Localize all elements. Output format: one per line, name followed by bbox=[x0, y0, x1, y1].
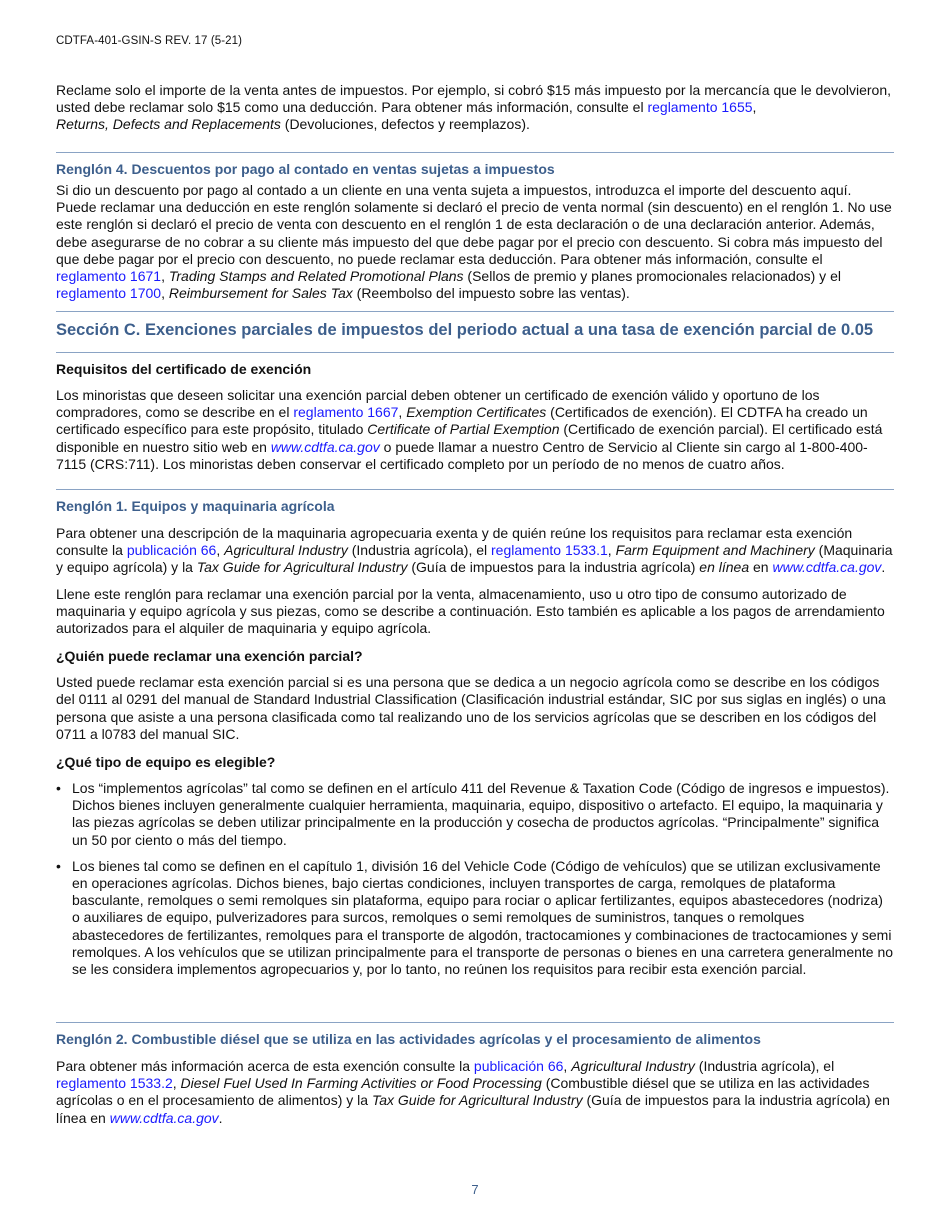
list-item-text: Los “implementos agrícolas” tal como se definen en el artículo 411 del Revenue & Taxation Code (Código de ingresos e impuestos). Dichos bienes incluyen generalmente cualquier herramienta, maquinaria, equipo, dispositivo o artefacto. El equipo, la maquinaria y las piezas agrícolas se deben utilizar principalmente en la producción y cosecha de productos agrícolas. “Principalmente” significa un 50 por ciento o más del tiempo. bbox=[72, 780, 890, 848]
line2-text: . bbox=[218, 1109, 223, 1126]
bullet: • bbox=[56, 780, 61, 797]
line1-italic: Farm Equipment and Machinery bbox=[615, 542, 815, 559]
link-reglamento-1667[interactable]: reglamento 1667 bbox=[293, 404, 399, 421]
line2-text: , bbox=[172, 1075, 181, 1092]
cert-italic: Exemption Certificates bbox=[406, 404, 547, 421]
line1-text: (Guía de impuestos para la industria agrícola) bbox=[407, 559, 700, 576]
link-cdtfa-website-text: www.cdtfa.ca.gov bbox=[772, 559, 882, 576]
cert-heading: Requisitos del certificado de exención bbox=[56, 361, 312, 377]
list-item-text: Los bienes tal como se definen en el capítulo 1, división 16 del Vehicle Code (Código de vehículos) que se utilizan exclusivamente en operaciones agrícolas. Dichos bienes, bajo ciertas condiciones, incluyen transportes de carga, remolques de plataforma basculante, remolques o semi remolques sin plataforma, equipo para rociar o aplicar fertilizantes, equipos abastecedores (nodriza) o auxiliares de equipo, pulverizadores para surcos, remolques o semi remolques de suministros, tanques o remolques abastecedores de fertilizantes, remolques para el transporte de algodón, tractocamiones y combinaciones de tractocamiones y semi remolques. A los vehículos que se utilizan principalmente para el transporte de personas o bienes en una carretera generalmente no se les considera implementos agropecuarios y, por lo tanto, no reúnen los requisitos para recibir esta exención parcial. bbox=[72, 857, 894, 978]
line1-italic: Agricultural Industry bbox=[224, 542, 348, 559]
line1-text: Para obtener una descripción de la maquinaria agropecuaria exenta y de quién reúne los requisitos para reclamar esta exención consulte la bbox=[56, 525, 853, 559]
link-publicacion-66[interactable]: publicación 66 bbox=[473, 1058, 564, 1074]
divider bbox=[56, 152, 894, 153]
intro-italic: Returns, Defects and Replacements bbox=[56, 116, 281, 133]
line1-text: , bbox=[607, 542, 616, 559]
divider bbox=[56, 1022, 894, 1023]
line2-text: (Combustible diésel que se utiliza en las actividades agrícolas o en el procesamiento de alimentos) y la bbox=[56, 1075, 870, 1109]
divider bbox=[56, 489, 894, 490]
cert-text: (Certificados de exención). El CDTFA ha creado un certificado específico para este propósito, titulado bbox=[56, 404, 868, 438]
bullet: • bbox=[56, 857, 61, 874]
line2-text: , bbox=[563, 1058, 572, 1074]
eligible-equipment-list bbox=[56, 780, 894, 978]
line1-section bbox=[56, 498, 894, 978]
line1-paragraph: Llene este renglón para reclamar una exención parcial por la venta, almacenamiento, uso u otro tipo de consumo autorizado de maquinaria y equipo agrícola y sus piezas, como se describe a continuación. Esto también es aplicable a los pagos de arrendamiento autorizados para el alquiler de maquinaria y equipo agrícola. bbox=[56, 585, 885, 637]
line1-heading: Renglón 1. Equipos y maquinaria agrícola bbox=[56, 498, 335, 514]
line4-text: , bbox=[161, 268, 169, 285]
link-cdtfa-website[interactable] bbox=[772, 559, 881, 575]
cert-section bbox=[56, 361, 894, 473]
cert-text: (Certificado de exención parcial). El certificado está disponible en nuestro sitio web en bbox=[56, 421, 883, 455]
line2-text: Para obtener más información acerca de esta exención consulte la bbox=[56, 1058, 474, 1074]
cert-italic: Certificate of Partial Exemption bbox=[367, 421, 560, 438]
link-reglamento-1655[interactable]: reglamento 1655 bbox=[647, 99, 753, 116]
link-reglamento-1671[interactable]: reglamento 1671 bbox=[56, 268, 162, 285]
link-reglamento-1700[interactable]: reglamento 1700 bbox=[56, 285, 162, 302]
line4-text: , bbox=[161, 285, 169, 302]
link-cdtfa-website[interactable] bbox=[271, 439, 380, 455]
line2-section bbox=[56, 1031, 894, 1127]
cert-text: , bbox=[398, 404, 407, 421]
form-id: CDTFA-401-GSIN-S REV. 17 (5-21) bbox=[56, 35, 243, 47]
who-can-claim-heading: ¿Quién puede reclamar una exención parcial? bbox=[56, 648, 363, 665]
link-cdtfa-website-text: www.cdtfa.ca.gov bbox=[109, 1109, 219, 1126]
line1-italic: Tax Guide for Agricultural Industry bbox=[196, 559, 408, 576]
line4-italic: Trading Stamps and Related Promotional Plans bbox=[168, 268, 464, 285]
line1-text: (Industria agrícola), el bbox=[347, 542, 492, 559]
intro-paragraph bbox=[56, 82, 894, 134]
page-number: 7 bbox=[471, 1182, 479, 1197]
list-item bbox=[56, 858, 894, 978]
line1-italic: en línea bbox=[699, 559, 750, 576]
line4-heading: Renglón 4. Descuentos por pago al contado en ventas sujetas a impuestos bbox=[56, 161, 555, 177]
line1-paragraph: Usted puede reclamar esta exención parcial si es una persona que se dedica a un negocio agrícola como se describe en los códigos del 0111 al 0291 del manual de Standard Industrial Classification (Clasificación industrial estándar, SIC por sus siglas en inglés) o una persona que asiste a una persona clasificada como tal realizando uno de los servicios agrícolas que se describen en los códigos del 0711 a l0783 del manual SIC. bbox=[56, 674, 886, 742]
intro-text: Reclame solo el importe de la venta antes de impuestos. Por ejemplo, si cobró $15 más impuesto por la mercancía que le devolvieron, usted debe reclamar solo $15 como una deducción. Para obtener más información, consulte el bbox=[56, 82, 891, 116]
section-c bbox=[56, 320, 894, 340]
line2-heading: Renglón 2. Combustible diésel que se utiliza en las actividades agrícolas y el procesamiento de alimentos bbox=[56, 1031, 761, 1047]
line2-italic: Diesel Fuel Used In Farming Activities or Food Processing bbox=[180, 1075, 542, 1092]
eligible-equipment-heading: ¿Qué tipo de equipo es elegible? bbox=[56, 754, 276, 771]
divider bbox=[56, 352, 894, 353]
line4-italic: Reimbursement for Sales Tax bbox=[168, 285, 353, 302]
line1-text: en bbox=[749, 559, 773, 576]
cert-text: o puede llamar a nuestro Centro de Servicio al Cliente sin cargo al 1-800-400-7115 (CRS:711). Los minoristas deben conservar el certificado completo por un período de no menos de cuatro años. bbox=[56, 438, 868, 472]
list-item bbox=[56, 780, 894, 849]
intro-text: , bbox=[752, 99, 757, 116]
link-reglamento-1533-1[interactable]: reglamento 1533.1 bbox=[491, 542, 608, 559]
link-reglamento-1533-2[interactable]: reglamento 1533.2 bbox=[56, 1075, 173, 1092]
section-c-heading: Sección C. Exenciones parciales de impuestos del periodo actual a una tasa de exención parcial de 0.05 bbox=[56, 321, 874, 339]
line2-text: (Guía de impuestos para la industria agrícola) en línea en bbox=[56, 1092, 890, 1126]
link-publicacion-66[interactable]: publicación 66 bbox=[126, 542, 217, 559]
line2-italic: Agricultural Industry bbox=[571, 1058, 695, 1074]
line1-text: . bbox=[881, 559, 886, 576]
line2-italic: Tax Guide for Agricultural Industry bbox=[371, 1092, 583, 1109]
link-cdtfa-website-text: www.cdtfa.ca.gov bbox=[270, 438, 380, 455]
intro-text: (Devoluciones, defectos y reemplazos). bbox=[280, 116, 530, 133]
link-cdtfa-website[interactable] bbox=[110, 1110, 219, 1126]
line2-text: (Industria agrícola), el bbox=[694, 1058, 835, 1074]
cert-text: Los minoristas que deseen solicitar una exención parcial deben obtener un certificado de exención válido y oportuno de los compradores, como se describe en el bbox=[56, 387, 820, 421]
line1-text: (Maquinaria y equipo agrícola) y la bbox=[56, 542, 893, 576]
line4-section bbox=[56, 161, 894, 302]
line4-text: (Sellos de premio y planes promocionales relacionados) y el bbox=[463, 268, 841, 285]
line1-text: , bbox=[216, 542, 225, 559]
line4-text: (Reembolso del impuesto sobre las ventas). bbox=[352, 285, 630, 302]
line4-text: Si dio un descuento por pago al contado a un cliente en una venta sujeta a impuestos, introduzca el importe del descuento aquí. Puede reclamar una deducción en este renglón solamente si declaró el precio de venta normal (sin descuento) en el renglón 1. No use este renglón si declaró el precio de venta con descuento en el renglón 1 de esta declaración o de una declaración anterior. Además, debe asegurarse de no cobrar a su cliente más impuesto del que debe pagar por el precio con descuento. Si cobra más impuesto del que debe pagar por el precio con descuento, no puede reclamar esta deducción. Para obtener más información, consulte el bbox=[56, 182, 892, 267]
divider bbox=[56, 311, 894, 312]
